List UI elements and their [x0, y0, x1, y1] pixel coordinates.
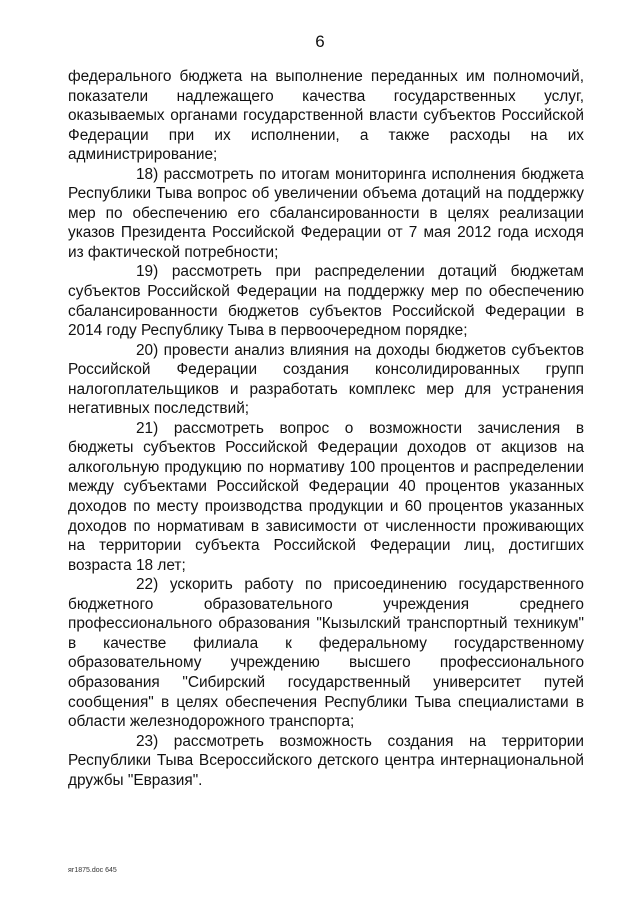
- page-number: 6: [315, 32, 325, 51]
- paragraph-item-22: 22) ускорить работу по присоединению государственного бюджетного образовательного учреждения среднего профессионального образования "Кызылский транспортный техникум" в качестве филиала к федеральному государственному образовательному учреждению высшего профессионального образования "Сибирский государственный университет путей сообщения" в целях обеспечения Республики Тыва специалистами в области железнодорожного транспорта;: [68, 576, 584, 731]
- paragraph-item-21: 21) рассмотреть вопрос о возможности зачисления в бюджеты субъектов Российской Федерации доходов от акцизов на алкогольную продукцию по нормативу 100 процентов и распределении между субъектами Российской Федерации 40 процентов указанных доходов по месту производства продукции и 60 процентов указанных доходов по нормативам в зависимости от численности проживающих на территории субъекта Российской Федерации лиц, достигших возраста 18 лет;: [68, 419, 584, 574]
- paragraph-item-18: 18) рассмотреть по итогам мониторинга исполнения бюджета Республики Тыва вопрос об увеличении объема дотаций на поддержку мер по обеспечению его сбалансированности в целях реализации указов Президента Российской Федерации от 7 мая 2012 года исходя из фактической потребности;: [68, 165, 584, 261]
- paragraph-item-19: 19) рассмотреть при распределении дотаций бюджетам субъектов Российской Федерации на поддержку мер по обеспечению сбалансированности бюджетов субъектов Российской Федерации в 2014 году Республику Тыва в первоочередном порядке;: [68, 263, 584, 340]
- document-body: [68, 67, 584, 790]
- paragraph-item-23: 23) рассмотреть возможность создания на территории Республики Тыва Всероссийского детского центра интернациональной дружбы "Евразия".: [68, 732, 584, 789]
- paragraph-item-20: 20) провести анализ влияния на доходы бюджетов субъектов Российской Федерации создания консолидированных групп налогоплательщиков и разработать комплекс мер для устранения негативных последствий;: [68, 341, 584, 418]
- footer-document-code: яг1875.doc 645: [68, 867, 117, 874]
- paragraph-continuation: федерального бюджета на выполнение переданных им полномочий, показатели надлежащего качества государственных услуг, оказываемых органами государственной власти субъектов Российской Федерации при их исполнении, а также расходы на их администрирование;: [68, 68, 584, 164]
